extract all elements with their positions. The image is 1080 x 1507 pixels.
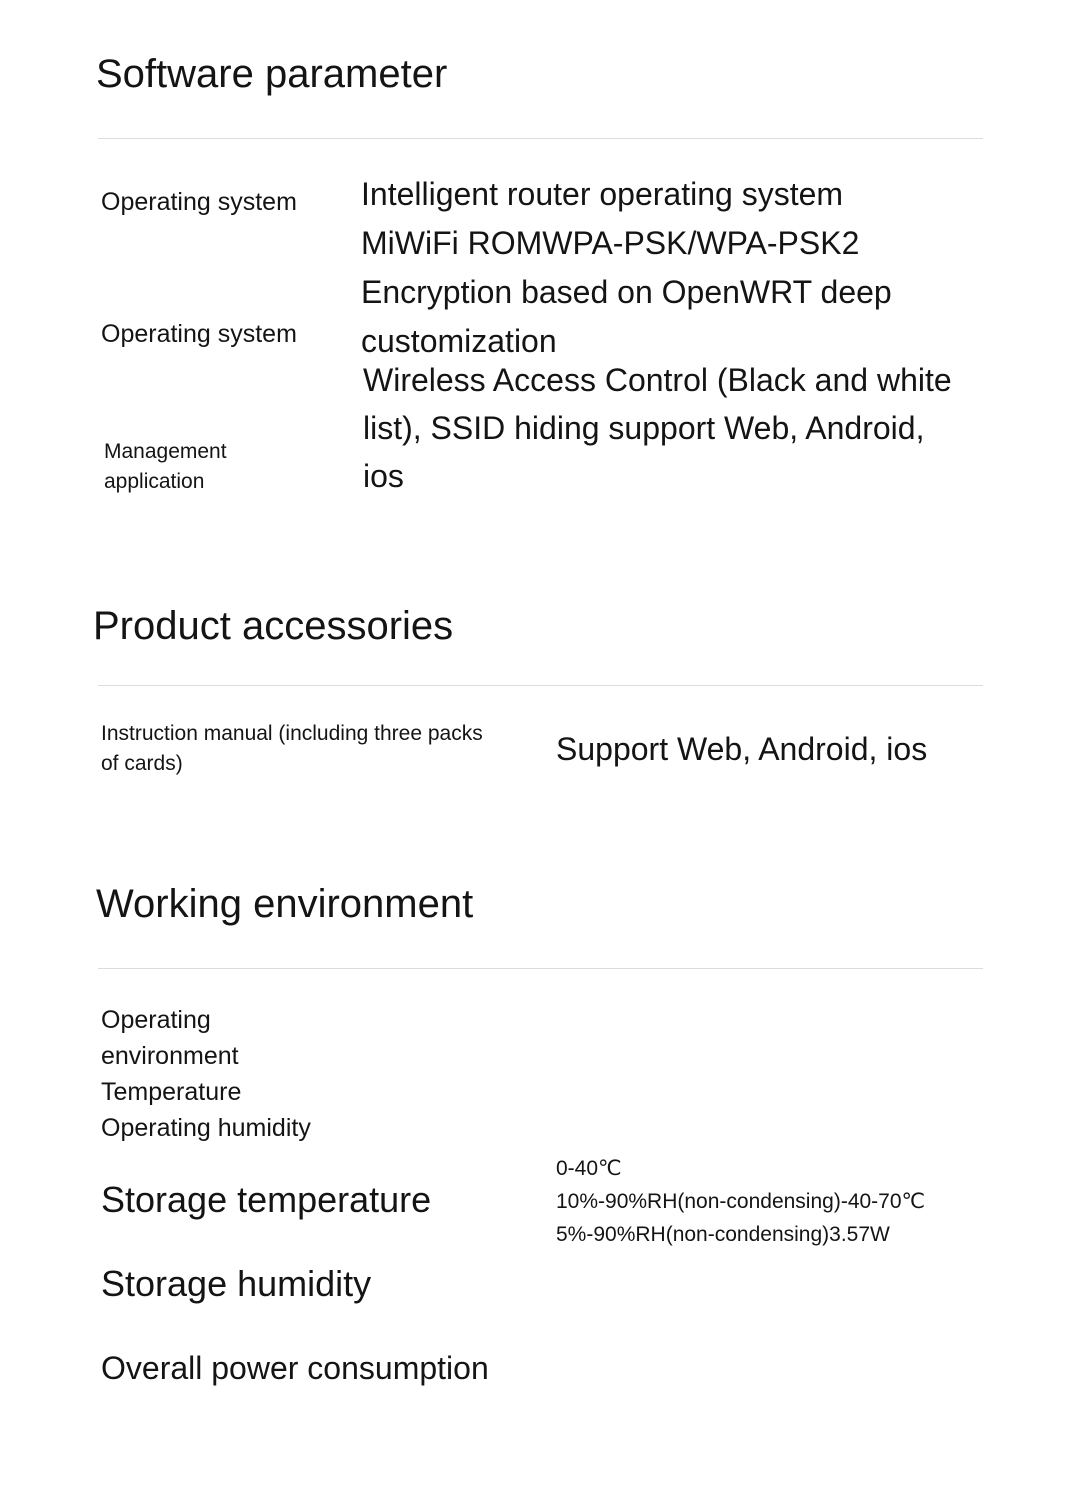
spec-value-line: ios: [363, 458, 404, 494]
spec-label: Management application: [104, 440, 227, 493]
divider: [98, 968, 983, 969]
spec-label: Operating: [101, 1006, 211, 1034]
spec-label: Operating system: [101, 188, 297, 216]
spec-value-block: [556, 1152, 925, 1251]
divider: [98, 138, 983, 139]
spec-label: Overall power consumption: [101, 1350, 489, 1386]
spec-label: Storage temperature: [101, 1179, 432, 1220]
spec-value-line: 10%-90%RH(non-condensing)-40-70℃: [556, 1190, 926, 1213]
spec-value-line: list), SSID hiding support Web, Android,: [363, 410, 925, 446]
section-title-accessories: Product accessories: [93, 604, 454, 648]
spec-label: Instruction manual (including three packs of cards): [101, 722, 483, 775]
spec-label: Operating humidity: [101, 1114, 311, 1142]
spec-value-line: customization: [361, 323, 557, 359]
divider: [98, 685, 983, 686]
spec-value-block: [363, 356, 952, 500]
spec-label: Storage humidity: [101, 1263, 372, 1304]
spec-value-line: MiWiFi ROMWPA-PSK/WPA-PSK2: [361, 225, 860, 261]
spec-value-block: [361, 170, 892, 366]
spec-value-line: 0-40℃: [556, 1157, 622, 1180]
section-title-environment: Working environment: [96, 882, 474, 926]
spec-value-line: Intelligent router operating system: [361, 176, 844, 212]
spec-label: environment: [101, 1042, 239, 1070]
spec-label: Temperature: [101, 1078, 242, 1106]
section-title-software: Software parameter: [96, 52, 448, 96]
spec-value: Support Web, Android, ios: [556, 731, 928, 767]
spec-value-line: Wireless Access Control (Black and white: [363, 362, 952, 398]
spec-label: Operating system: [101, 320, 297, 348]
spec-value-line: 5%-90%RH(non-condensing)3.57W: [556, 1223, 890, 1246]
spec-value-line: Encryption based on OpenWRT deep: [361, 274, 892, 310]
spec-label-group: [101, 1002, 311, 1146]
